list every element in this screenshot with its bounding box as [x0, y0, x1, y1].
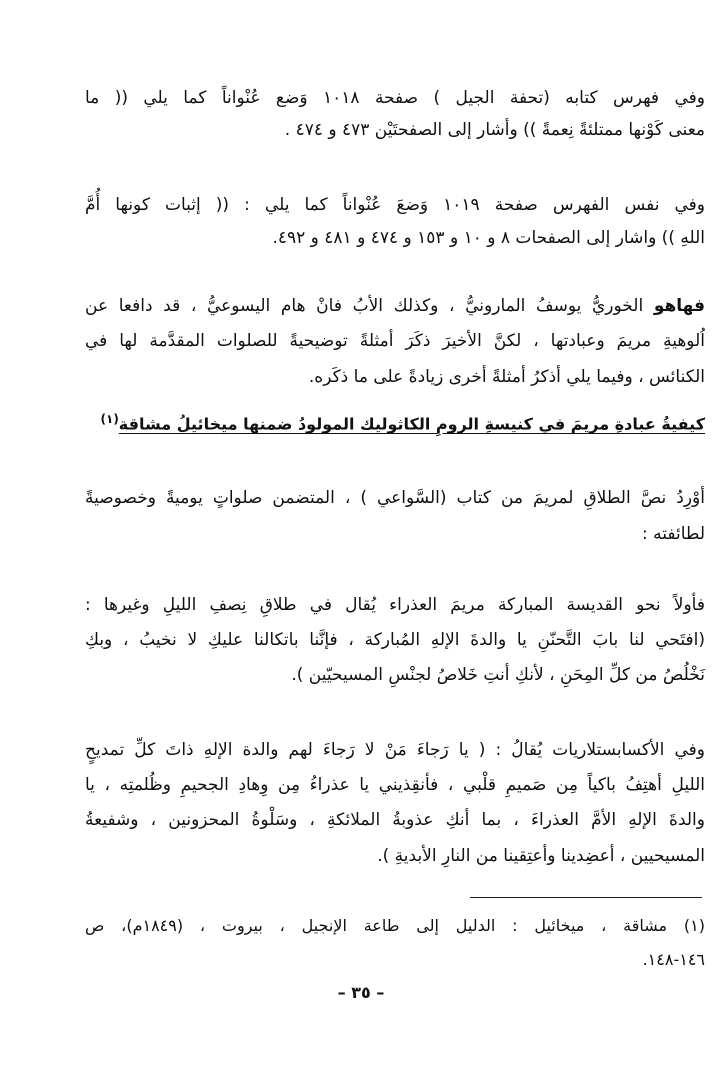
footnote-reference: (١)	[100, 412, 119, 426]
page-number: – ٣٥ –	[337, 983, 385, 1002]
paragraph-5-line-1: فأولاً نحو القديسة المباركة مريمَ العذراء يُقال في طلاقِ نِصفِ الليلِ وغيرها :	[85, 595, 705, 615]
paragraph-6-line-4: المسيحيين ، أعضِدينا وأعتِقينا من النارِ الأبديةِ ).	[377, 846, 705, 866]
paragraph-4-line-2: لطائفته :	[641, 524, 705, 544]
paragraph-6-line-1: وفي الأكسابستلاريات يُقالُ : ( يا رَجاءَ مَنْ لا رَجاءَ لهم والدة الإلهِ ذاتَ كلِّ تمديحٍ	[85, 740, 705, 760]
footnote-line-2: ١٤٦-١٤٨.	[642, 950, 705, 969]
paragraph-3-line-1	[85, 294, 705, 318]
paragraph-1-line-2: معنى كَوْنها ممتلئةً نِعمةً )) وأشار إلى الصفحتَيْن ٤٧٣ و ٤٧٤ .	[284, 120, 705, 140]
paragraph-3-line-1-text: الخوريُّ يوسفُ المارونيُّ ، وكذلك الأبُ فانْ هام اليسوعيُّ ، قد دافعا عن	[85, 296, 644, 316]
lead-word: فهاهو	[653, 296, 705, 316]
paragraph-3-line-2: اُلوهيةِ مريمَ وعبادتها ، لكنَّ الأخيرَ ذكَرَ أمثلةً توضيحيةً للصلوات المقدَّمة لها في	[85, 331, 705, 351]
paragraph-5-line-3: نَخْلُصُ من كلِّ المِحَنِ ، لأنكِ أنتِ خَلاصُ لجنْسِ المسيحيّين ).	[291, 665, 705, 685]
section-heading	[85, 407, 705, 436]
footnote-line-1: (١) مشاقة ، ميخائيل : الدليل إلى طاعة الإنجيل ، بيروت ، (١٨٤٩م)، ص	[85, 916, 705, 935]
paragraph-6-line-2: الليلِ أهتِفُ باكياً مِن صَميمِ قلْبي ، فأنقِذيني يا عذراءُ مِن وِهادِ الجحيمِ وظُلمتِه ، يا	[85, 775, 705, 795]
paragraph-2-line-1: وفي نفس الفهرس صفحة ١٠١٩ وَضعَ عُنْواناً كما يلي : (( إثبات كونها أُمَّ	[85, 195, 706, 215]
paragraph-2-line-2: اللهِ )) واشار إلى الصفحات ٨ و ١٠ و ١٥٣ و ٤٧٤ و ٤٨١ و ٤٩٢.	[272, 228, 705, 248]
paragraph-4-line-1: أوْرِدُ نصَّ الطلاقِ لمريمَ من كتاب (السَّواعي ) ، المتضمن صلواتٍ يوميةً وخصوصيةً	[85, 488, 705, 508]
section-heading-text: كيفيةُ عبادةِ مريمَ في كنيسةِ الرومِ الكاثوليك المولودُ ضمنها ميخائيلُ مشاقة	[118, 414, 705, 434]
paragraph-1-line-1: وفي فهرس كتابه (تحفة الجيل ) صفحة ١٠١٨ وَضع عُنْواناً كما يلي (( ما	[85, 88, 705, 108]
footnote-separator	[470, 897, 702, 898]
paragraph-3-line-3: الكنائس ، وفيما يلي أذكرُ أمثلةً أخرى زيادةً على ما ذكَره.	[308, 367, 705, 387]
paragraph-6-line-3: والدةَ الإلهِ الأمَّ العذراءَ ، بما أنكِ عذوبةُ الملائكةِ ، وسَلْوةُ المحزونين ، وشفيعةُ	[85, 810, 705, 830]
paragraph-5-line-2: (افتَحي لنا بابَ التَّحنّنِ يا والدةَ الإلهِ المُباركة ، فإنَّنا باتكالنا عليكِ لا نخيبُ ، وبكِ	[85, 630, 705, 650]
